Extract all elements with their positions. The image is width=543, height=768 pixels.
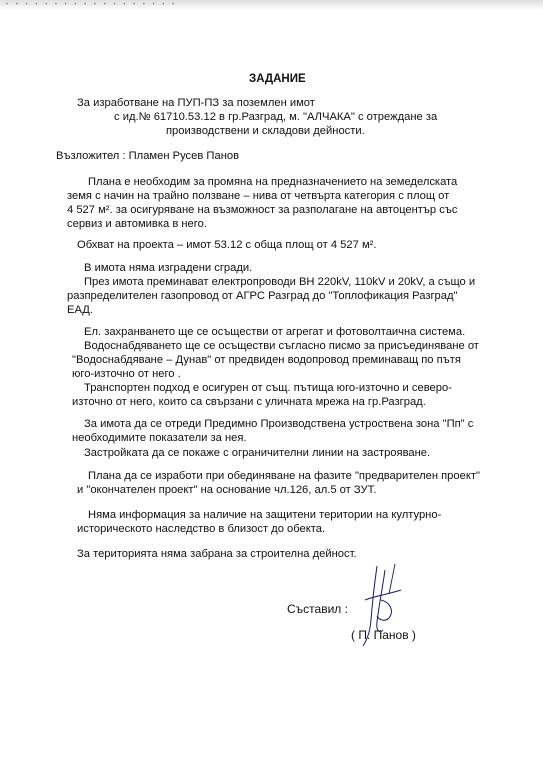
signer-name: ( П. Панов ) [351, 628, 416, 642]
paragraph-1-line-4: сервиз и автомивка в него. [67, 218, 207, 230]
paragraph-4-line-3: ЕАД. [67, 304, 93, 316]
paragraph-8-line-2: необходимите показатели за нея. [72, 432, 247, 444]
paragraph-7-line-1: Транспортен подход е осигурен от същ. пътища юго-източно и северо- [84, 382, 452, 394]
subtitle-line-1: За изработване на ПУП-ПЗ за поземлен имот [77, 97, 315, 109]
document-title: ЗАДАНИЕ [249, 73, 306, 85]
paragraph-1-line-2: земя с начин на трайно ползване – нива от четвърта категория с площ от [67, 190, 450, 202]
header-dots: • • • • • • • • • • • • • • • • • • [6, 2, 178, 8]
paragraph-9: Застройката да се покаже с ограничителни линии на застрояване. [84, 447, 431, 459]
paragraph-10-line-1: Плана да се изработи при обединяване на фазите "предварителен проект" [88, 470, 480, 482]
paragraph-7-line-2: източно от него, които са свързани с уличната мрежа на гр.Разград. [72, 396, 426, 408]
paragraph-10-line-2: и "окончателен проект" на основание чл.126, ал.5 от ЗУТ. [77, 484, 377, 496]
paragraph-12: За територията няма забрана за строителна дейност. [77, 548, 357, 560]
paragraph-11-line-2: историческото наследство в близост до обекта. [77, 523, 326, 535]
paragraph-6-line-1: Водоснабдяването ще се осъществи съгласно писмо за присъединяване от [84, 340, 479, 352]
paragraph-4-line-2: разпределителен газопровод от АГРС Разград до "Топлофикация Разград" [67, 290, 458, 302]
handwritten-signature [355, 560, 415, 650]
paragraph-4-line-1: През имота преминават електропроводи ВН 220kV, 110kV и 20kV, а също и [84, 276, 476, 288]
paragraph-5: Ел. захранването ще се осъществи от агрегат и фотоволтаична система. [84, 326, 466, 338]
contractor-line: Възложител : Пламен Русев Панов [56, 150, 240, 162]
signed-by-label: Съставил : [287, 602, 348, 616]
paragraph-2: Обхват на проекта – имот 53.12 с обща площ от 4 527 м². [77, 239, 377, 251]
paragraph-1-line-3: 4 527 м². за осигуряване на възможност за разполагане на автоцентър със [67, 204, 458, 216]
paragraph-6-line-3: юго-източно от него . [72, 368, 181, 380]
paragraph-6-line-2: "Водоснабдяване – Дунав" от предвиден водопровод преминаващ по пътя [72, 354, 461, 366]
subtitle-line-2: с ид.№ 61710.53.12 в гр.Разград, м. "АЛЧАКА" с отреждане за [114, 111, 438, 123]
paragraph-8-line-1: За имота да се отреди Предимно Производствена устроствена зона "Пп" с [84, 418, 474, 430]
paragraph-11-line-1: Няма информация за наличие на защитени територии на културно- [88, 509, 442, 521]
subtitle-line-3: производствени и складови дейности. [166, 125, 365, 137]
paragraph-3: В имота няма изградени сгради. [84, 262, 253, 274]
paragraph-1-line-1: Плана е необходим за промяна на предназначението на земеделската [88, 176, 458, 188]
